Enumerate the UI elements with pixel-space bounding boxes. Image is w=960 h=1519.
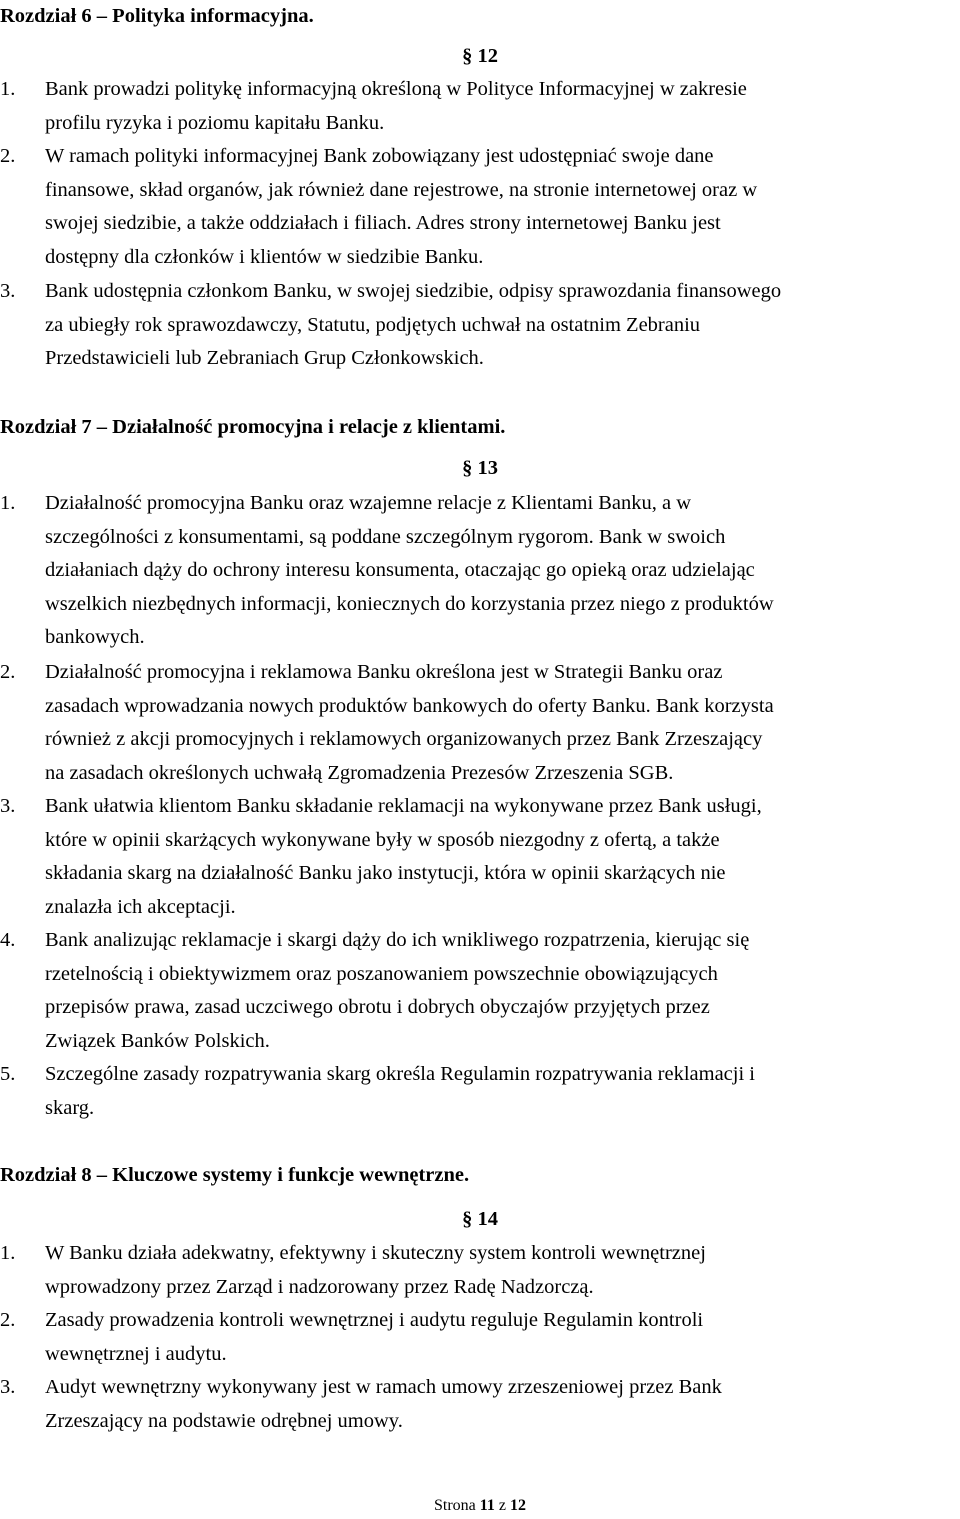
chapter-7-item-4 [0,924,957,1058]
page-footer [0,1496,960,1516]
item-number: 1. [0,1242,16,1264]
item-text: Bank prowadzi politykę informacyjną określoną w Polityce Informacyjnej w zakresie profilu ryzyka i poziomu kapitału Banku. [45,78,747,134]
item-text: Bank udostępnia członkom Banku, w swojej siedzibie, odpisy sprawozdania finansowego za ubiegły rok sprawozdawczy, Statutu, podjętych uchwał na ostatnim Zebraniu Przedstawicieli lub Zebraniach Grup Członkowskich. [45,280,782,370]
chapter-8-item-2 [0,1304,957,1371]
chapter-6-item-3 [0,275,957,376]
item-text: Zasady prowadzenia kontroli wewnętrznej i audytu reguluje Regulamin kontroli wewnętrznej i audytu. [45,1309,704,1365]
chapter-6-item-1 [0,73,957,140]
item-text: W Banku działa adekwatny, efektywny i skuteczny system kontroli wewnętrznej wprowadzony przez Zarząd i nadzorowany przez Radę Nadzorczą. [45,1242,706,1298]
item-number: 3. [0,795,16,817]
footer-current-page: 11 [479,1497,495,1514]
item-number: 1. [0,78,16,100]
paragraph-12-mark: § 12 [462,45,498,67]
item-number: 2. [0,661,16,683]
item-number: 2. [0,145,16,167]
item-text: Audyt wewnętrzny wykonywany jest w ramach umowy zrzeszeniowej przez Bank Zrzeszający na podstawie odrębnej umowy. [45,1376,722,1432]
paragraph-13-mark: § 13 [462,457,498,479]
chapter-7-item-1 [0,487,957,655]
footer-total-pages: 12 [510,1497,526,1514]
item-number: 1. [0,492,16,514]
chapter-6-title: Rozdział 6 – Polityka informacyjna. [0,5,314,27]
item-text: Bank analizując reklamacje i skargi dąży do ich wnikliwego rozpatrzenia, kierując się rzetelnością i obiektywizmem oraz poszanowaniem powszechnie obowiązujących przepisów prawa, zasad uczciwego obrotu i dobrych obyczajów przyjętych przez Związek Banków Polskich. [45,929,750,1052]
item-text: W ramach polityki informacyjnej Bank zobowiązany jest udostępniać swoje dane finansowe, skład organów, jak również dane rejestrowe, na stronie internetowej oraz w swojej siedzibie, a także oddziałach i filiach. Adres strony internetowej Banku jest dostępny dla członków i klientów w siedzibie Banku. [45,145,758,268]
chapter-7-item-3 [0,790,957,924]
item-text: Działalność promocyjna i reklamowa Banku określona jest w Strategii Banku oraz zasadach wprowadzania nowych produktów bankowych do oferty Banku. Bank korzysta również z akcji promocyjnych i reklamowych organizowanych przez Bank Zrzeszający na zasadach określonych uchwałą Zgromadzenia Prezesów Zrzeszenia SGB. [45,661,774,784]
item-number: 4. [0,929,16,951]
chapter-7-title: Rozdział 7 – Działalność promocyjna i relacje z klientami. [0,416,506,438]
item-text: Szczególne zasady rozpatrywania skarg określa Regulamin rozpatrywania reklamacji i skarg. [45,1063,755,1119]
paragraph-14-mark: § 14 [462,1208,498,1230]
item-number: 5. [0,1063,16,1085]
item-text: Działalność promocyjna Banku oraz wzajemne relacje z Klientami Banku, a w szczególności z konsumentami, są poddane szczególnym rygorom. Bank w swoich działaniach dąży do ochrony interesu konsumenta, otaczając go opieką oraz udzielając wszelkich niezbędnych informacji, koniecznych do korzystania przez niego z produktów bankowych. [45,492,774,649]
item-text: Bank ułatwia klientom Banku składanie reklamacji na wykonywane przez Bank usługi, które w opinii skarżących wykonywane były w sposób niezgodny z ofertą, a także składania skarg na działalność Banku jako instytucji, która w opinii skarżących nie znalazła ich akceptacji. [45,795,762,918]
chapter-6-item-2 [0,140,957,274]
chapter-7-item-2 [0,656,957,790]
chapter-8-item-1 [0,1237,957,1304]
footer-of-label: z [498,1497,506,1514]
item-number: 3. [0,1376,16,1398]
chapter-7-item-5 [0,1058,957,1125]
chapter-8-title: Rozdział 8 – Kluczowe systemy i funkcje wewnętrzne. [0,1164,470,1186]
item-number: 2. [0,1309,16,1331]
chapter-8-item-3 [0,1371,957,1438]
footer-page-label: Strona [433,1497,476,1514]
item-number: 3. [0,280,16,302]
